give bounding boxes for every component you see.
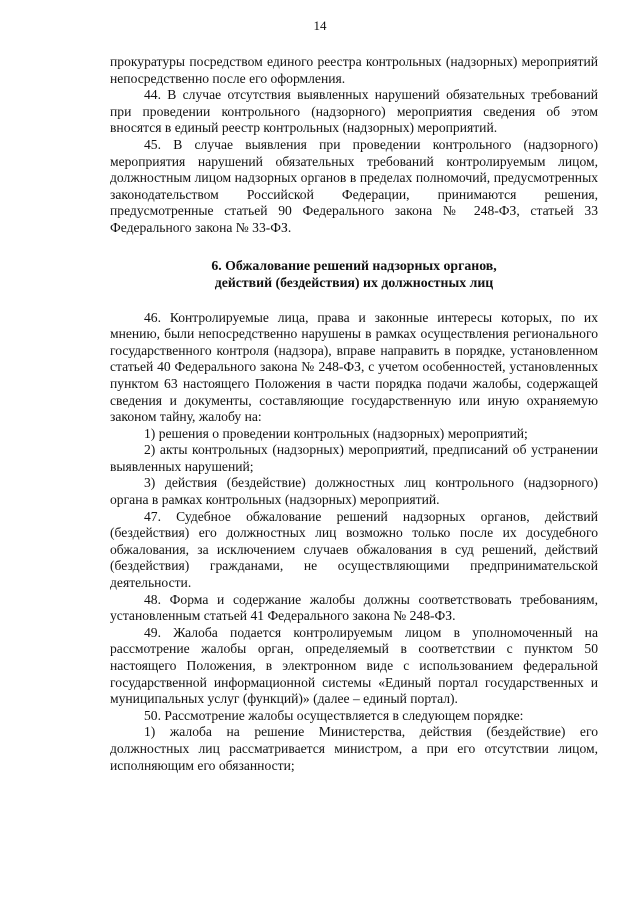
section-heading-line-2: действий (бездействия) их должностных лиц	[214, 274, 494, 290]
section-heading	[110, 257, 598, 291]
document-body	[110, 54, 598, 774]
paragraph-46: 46. Контролируемые лица, права и законные интересы которых, по их мнению, были непосредственно нарушены в рамках осуществления регионального государственного контроля (надзора), вправе направить в порядке, установленном статьей 40 Федерального закона № 248-ФЗ, с учетом особенностей, установленных пунктом 63 настоящего Положения в части порядка подачи жалобы, содержащей сведения и документы, составляющие государственную или иную охраняемую законом тайну, жалобу на:	[110, 309, 598, 425]
section-heading-line-1: 6. Обжалование решений надзорных органов,	[211, 257, 497, 273]
list-item-46-2: 2) акты контрольных (надзорных) мероприятий, предписаний об устранении выявленных нарушений;	[110, 442, 598, 474]
paragraph-44: 44. В случае отсутствия выявленных нарушений обязательных требований при проведении контрольного (надзорного) мероприятия сведения об этом вносятся в единый реестр контрольных (надзорных) мероприятий.	[110, 87, 598, 136]
page-number: 14	[313, 18, 327, 33]
paragraph-50: 50. Рассмотрение жалобы осуществляется в следующем порядке:	[144, 707, 524, 723]
paragraph-continuation: прокуратуры посредством единого реестра контрольных (надзорных) мероприятий непосредственно после его оформления.	[110, 54, 598, 86]
list-item-50-1: 1) жалоба на решение Министерства, действия (бездействие) его должностных лиц рассматривается министром, а при его отсутствии лицом, исполняющим его обязанности;	[110, 724, 598, 773]
list-item-46-3: 3) действия (бездействие) должностных лиц контрольного (надзорного) органа в рамках контрольных (надзорных) мероприятий.	[110, 475, 598, 508]
paragraph-48: 48. Форма и содержание жалобы должны соответствовать требованиям, установленным статьей 41 Федерального закона № 248-ФЗ.	[110, 591, 598, 624]
paragraph-49: 49. Жалоба подается контролируемым лицом в уполномоченный на рассмотрение жалобы орган, определяемый в соответствии с пунктом 50 настоящего Положения, в электронном виде с использованием федеральной государственной информационной системы «Единый портал государственных и муниципальных услуг (функций)» (далее – единый портал).	[110, 624, 598, 707]
list-item-46-1: 1) решения о проведении контрольных (надзорных) мероприятий;	[144, 425, 528, 441]
paragraph-45: 45. В случае выявления при проведении контрольного (надзорного) мероприятия нарушений обязательных требований контролируемым лицом, должностным лицом надзорных органов в пределах полномочий, предусмотренных законодательством Российской Федерации, принимаются решения, предусмотренные статьей 90 Федерального закона № 248-ФЗ, статьей 33 Федерального закона № 33-ФЗ.	[110, 136, 598, 235]
paragraph-47: 47. Судебное обжалование решений надзорных органов, действий (бездействия) его должностных лиц возможно только после их досудебного обжалования, за исключением случаев обжалования в суд решений, действий (бездействия) гражданами, не осуществляющими предпринимательской деятельности.	[110, 508, 598, 591]
